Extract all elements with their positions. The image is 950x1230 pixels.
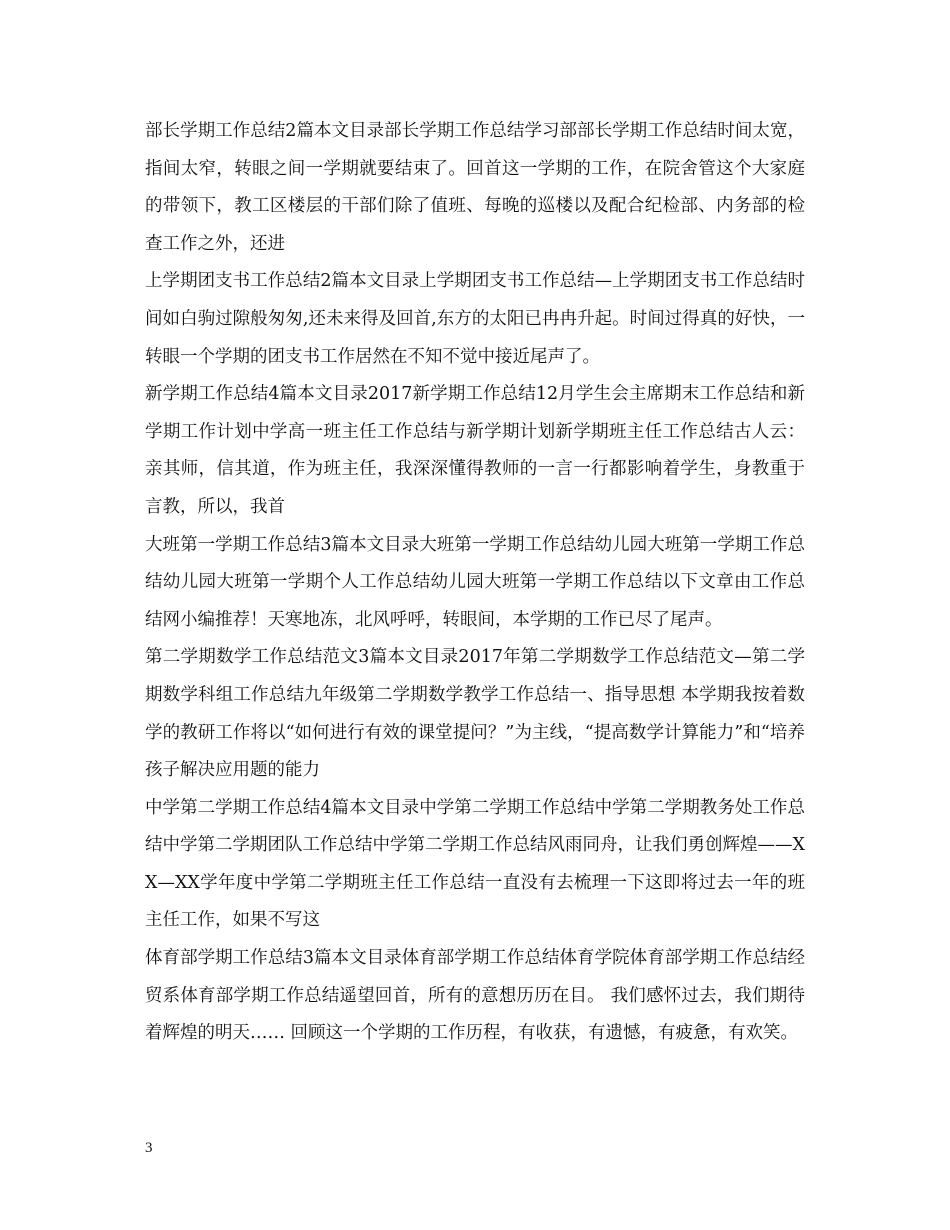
summary-paragraph-6: 中学第二学期工作总结4篇本文目录中学第二学期工作总结中学第二学期教务处工作总结中学第二学期团队工作总结中学第二学期工作总结风雨同舟，让我们勇创辉煌——XX—XX学年度中学第二学期班主任工作总结一直没有去梳理一下这即将过去一年的班主任工作，如果不写这 <box>145 797 805 931</box>
document-body <box>145 113 805 1053</box>
summary-paragraph-1: 部长学期工作总结2篇本文目录部长学期工作总结学习部部长学期工作总结时间太宽，指间太窄，转眼之间一学期就要结束了。回首这一学期的工作，在院舍管这个大家庭的带领下，教工区楼层的干部们除了值班、每晚的巡楼以及配合纪检部、内务部的检查工作之外，还进 <box>145 121 805 254</box>
summary-paragraph-3: 新学期工作总结4篇本文目录2017新学期工作总结12月学生会主席期末工作总结和新学期工作计划中学高一班主任工作总结与新学期计划新学期班主任工作总结古人云：亲其师，信其道，作为班主任，我深深懂得教师的一言一行都影响着学生，身教重于言教，所以，我首 <box>145 384 805 517</box>
summary-paragraph-5: 第二学期数学工作总结范文3篇本文目录2017年第二学期数学工作总结范文—第二学期数学科组工作总结九年级第二学期数学教学工作总结一、指导思想 本学期我按着数学的教研工作将以“如何进行有效的课堂提问？”为主线，“提高数学计算能力”和“培养孩子解决应用题的能力 <box>145 647 805 781</box>
page-number: 3 <box>145 1140 153 1156</box>
summary-paragraph-7: 体育部学期工作总结3篇本文目录体育部学期工作总结体育学院体育部学期工作总结经贸系体育部学期工作总结遥望回首，所有的意想历历在目。 我们感怀过去，我们期待着辉煌的明天…… 回顾这一个学期的工作历程，有收获，有遗憾，有疲惫，有欢笑。 <box>145 948 805 1044</box>
summary-paragraph-4: 大班第一学期工作总结3篇本文目录大班第一学期工作总结幼儿园大班第一学期工作总结幼儿园大班第一学期个人工作总结幼儿园大班第一学期工作总结以下文章由工作总结网小编推荐！天寒地冻，北风呼呼，转眼间，本学期的工作已尽了尾声。 <box>145 534 805 630</box>
summary-paragraph-2: 上学期团支书工作总结2篇本文目录上学期团支书工作总结—上学期团支书工作总结时间如白驹过隙般匆匆,还未来得及回首,东方的太阳已冉冉升起。时间过得真的好快，一转眼一个学期的团支书工作居然在不知不觉中接近尾声了。 <box>145 271 805 367</box>
